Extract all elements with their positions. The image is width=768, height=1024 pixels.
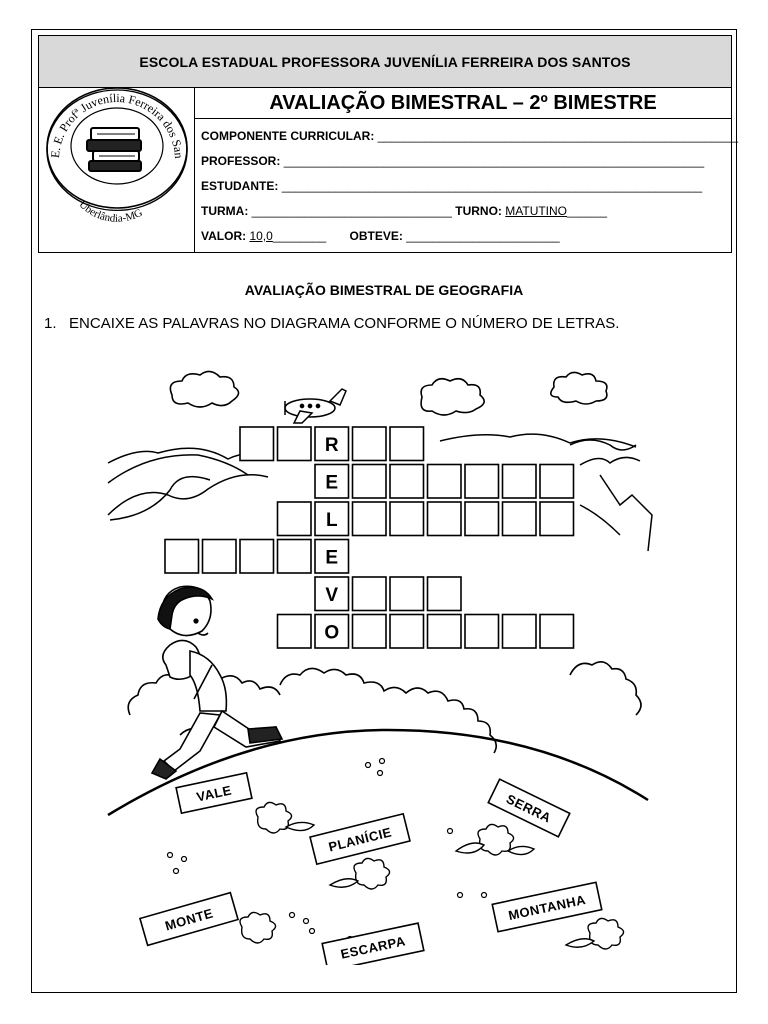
crossword-cell[interactable]	[503, 502, 537, 536]
crossword-key-letter: O	[324, 622, 340, 644]
section-title: AVALIAÇÃO BIMESTRAL DE GEOGRAFIA	[244, 282, 524, 298]
exam-title: AVALIAÇÃO BIMESTRAL – 2º BIMESTRE	[195, 88, 731, 119]
estudante-field[interactable]	[201, 179, 702, 193]
crossword-cell[interactable]	[465, 502, 499, 536]
crossword-illustration	[100, 365, 660, 965]
crossword-cell[interactable]	[240, 427, 274, 461]
crossword-cell[interactable]	[390, 427, 424, 461]
crossword-key-letter: V	[325, 584, 339, 606]
crossword-cell[interactable]	[353, 615, 387, 649]
turno-label: TURNO:	[455, 204, 502, 218]
school-name: ESCOLA ESTADUAL PROFESSORA JUVENÍLIA FERREIRA DOS SANTOS	[38, 35, 732, 88]
crossword-cell[interactable]	[390, 465, 424, 499]
crossword-cell[interactable]	[278, 427, 312, 461]
crossword-cell[interactable]	[278, 615, 312, 649]
crossword-key-letter: L	[325, 509, 338, 531]
flower-icon	[566, 918, 624, 949]
valor-line: ________	[272, 229, 327, 243]
word-tag-label: VALE	[195, 782, 234, 805]
crossword-cell[interactable]	[503, 465, 537, 499]
flower-icon	[240, 912, 276, 943]
school-logo	[39, 88, 195, 252]
crossword-cell[interactable]	[465, 465, 499, 499]
componente-field[interactable]	[201, 129, 738, 143]
turma-label: TURMA:	[201, 204, 249, 218]
flower-icon	[456, 824, 534, 855]
school-seal	[39, 88, 195, 252]
valor-obteve-field[interactable]	[201, 229, 560, 243]
word-tag-label: SERRA	[503, 791, 554, 826]
turma-turno-field[interactable]	[201, 204, 607, 218]
crossword-cell[interactable]	[353, 502, 387, 536]
crossword-cell[interactable]	[428, 465, 462, 499]
question-1	[44, 315, 619, 332]
cloud-icon	[421, 379, 484, 415]
valor-label: VALOR:	[201, 229, 247, 243]
turno-value: MATUTINO	[505, 204, 568, 218]
crossword-cell[interactable]	[240, 540, 274, 574]
crossword-grid	[165, 427, 574, 648]
word-tag-label: ESCARPA	[339, 933, 407, 962]
word-tag[interactable]	[176, 773, 252, 813]
question-number: 1.	[44, 315, 57, 332]
turno-line: ______	[567, 204, 608, 218]
crossword-cell[interactable]	[428, 502, 462, 536]
componente-line[interactable]: ______________________________________________________	[377, 129, 739, 143]
crossword-key-letter: R	[324, 434, 339, 456]
crossword-cell[interactable]	[353, 427, 387, 461]
flower-icon	[330, 858, 390, 889]
professor-line[interactable]: _______________________________________________________________	[283, 154, 705, 168]
obteve-line[interactable]: _______________________	[406, 229, 560, 243]
boy-hiker-illustration	[152, 586, 282, 779]
componente-label: COMPONENTE CURRICULAR:	[201, 129, 375, 143]
crossword-cell[interactable]	[540, 465, 574, 499]
estudante-line[interactable]: _______________________________________________________________	[281, 179, 703, 193]
crossword-cell[interactable]	[390, 615, 424, 649]
crossword-cell[interactable]	[465, 615, 499, 649]
crossword-cell[interactable]	[203, 540, 237, 574]
crossword-cell[interactable]	[540, 615, 574, 649]
estudante-label: ESTUDANTE:	[201, 179, 279, 193]
crossword-cell[interactable]	[278, 540, 312, 574]
word-tag-label: MONTANHA	[506, 891, 588, 924]
word-tag-label: MONTE	[163, 905, 215, 934]
crossword-cell[interactable]	[503, 615, 537, 649]
airplane-icon	[285, 389, 346, 423]
crossword-cell[interactable]	[428, 577, 462, 611]
cloud-icon	[170, 371, 238, 407]
logo-city: Uberlândia-MG	[76, 198, 145, 225]
svg-text:E. E. Profª Juvenília Ferreira: E. E. Profª Juvenília Ferreira dos San	[47, 90, 187, 159]
word-tag[interactable]	[140, 893, 238, 946]
obteve-label: OBTEVE:	[349, 229, 403, 243]
crossword-cell[interactable]	[390, 577, 424, 611]
svg-text:Uberlândia-MG	[77, 198, 145, 224]
word-tag[interactable]	[310, 814, 410, 864]
crossword-key-letter: E	[325, 472, 339, 494]
crossword-cell[interactable]	[428, 615, 462, 649]
professor-label: PROFESSOR:	[201, 154, 281, 168]
crossword-cell[interactable]	[390, 502, 424, 536]
word-tag[interactable]	[322, 923, 424, 965]
word-tag-label: PLANÍCIE	[326, 824, 394, 855]
crossword-cell[interactable]	[353, 577, 387, 611]
flower-icon	[256, 802, 314, 833]
question-text: ENCAIXE AS PALAVRAS NO DIAGRAMA CONFORME O NÚMERO DE LETRAS.	[69, 315, 620, 332]
crossword-cell[interactable]	[165, 540, 199, 574]
crossword-cell[interactable]	[278, 502, 312, 536]
crossword-key-letter: E	[325, 547, 339, 569]
crossword-cell[interactable]	[353, 465, 387, 499]
stacked-books-icon	[87, 128, 141, 171]
crossword-cell[interactable]	[540, 502, 574, 536]
exam-header	[38, 88, 739, 253]
turma-line[interactable]: ______________________________	[251, 204, 452, 218]
professor-field[interactable]	[201, 154, 704, 168]
cloud-icon	[551, 372, 607, 404]
valor-value: 10,0	[249, 229, 273, 243]
word-tag[interactable]	[492, 882, 602, 931]
